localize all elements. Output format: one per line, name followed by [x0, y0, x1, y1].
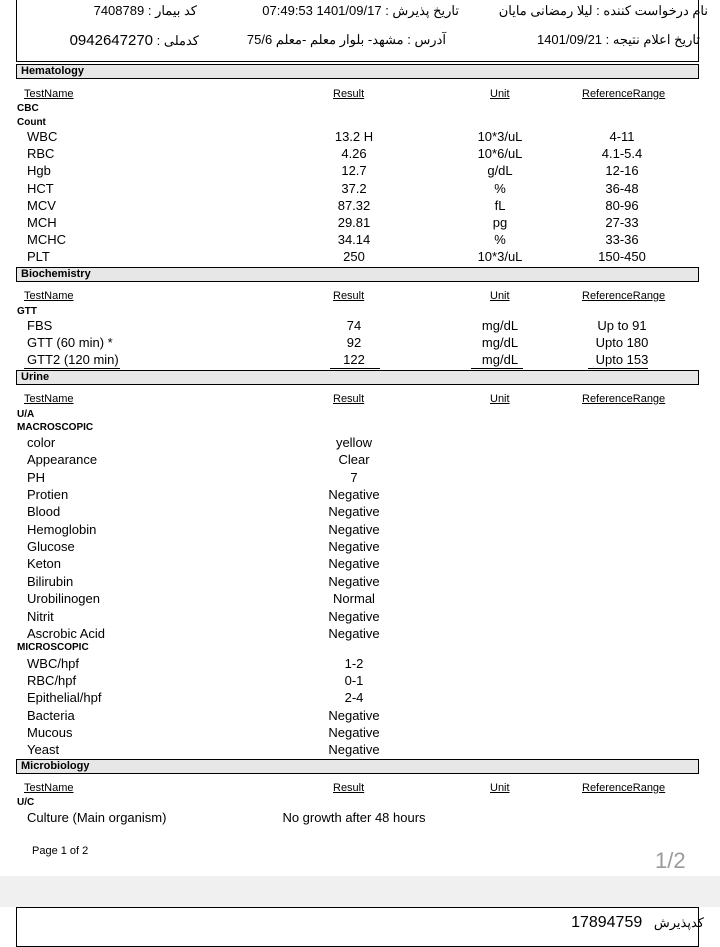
patient-code-field	[94, 3, 197, 19]
test-reference: 27-33	[605, 215, 639, 230]
test-result: 13.2 H	[334, 129, 374, 144]
table-row	[0, 626, 720, 643]
test-result: Negative	[328, 707, 380, 723]
page-number-label: Page 1 of 2	[32, 845, 89, 857]
test-name: Urobilinogen	[27, 591, 100, 607]
test-name: GTT (60 min) *	[27, 335, 113, 351]
test-name: RBC	[27, 146, 55, 162]
test-result: Negative	[328, 504, 380, 520]
group-count: Count	[17, 117, 46, 128]
test-result: 34.14	[337, 232, 371, 248]
table-row	[0, 352, 720, 369]
test-name: Hgb	[27, 163, 51, 179]
table-row	[0, 129, 720, 146]
col-testname: TestName	[24, 290, 74, 302]
test-unit: pg	[492, 215, 508, 230]
table-row	[0, 452, 720, 469]
test-name: Bilirubin	[27, 573, 74, 589]
test-reference: Up to 91	[597, 318, 647, 333]
test-name: WBC/hpf	[27, 656, 80, 671]
test-result: 250	[343, 249, 365, 265]
table-row	[0, 725, 720, 742]
result-date-label: تاریخ اعلام نتیجه :	[605, 32, 700, 47]
requester-label: نام درخواست کننده :	[596, 3, 708, 18]
table-row	[0, 810, 720, 827]
col-reference: ReferenceRange	[582, 290, 666, 302]
col-result: Result	[333, 88, 365, 100]
col-unit: Unit	[490, 88, 510, 100]
col-result: Result	[333, 290, 365, 302]
table-row	[0, 232, 720, 249]
section-microbiology: Microbiology	[16, 759, 699, 774]
test-result: 2-4	[344, 690, 364, 706]
table-row	[0, 574, 720, 591]
table-row	[0, 556, 720, 573]
table-row	[0, 656, 720, 673]
table-row	[0, 470, 720, 487]
test-result: 122	[343, 352, 365, 368]
test-result: Normal	[333, 591, 375, 607]
table-row	[0, 539, 720, 556]
test-name: Appearance	[27, 452, 98, 468]
test-name: WBC	[27, 129, 58, 144]
table-row	[0, 487, 720, 504]
test-result: 7	[350, 469, 358, 485]
page-gap	[0, 876, 720, 907]
table-row	[0, 742, 720, 759]
test-name: Blood	[27, 504, 61, 520]
section-hematology: Hematology	[16, 64, 699, 79]
test-result: Negative	[328, 608, 380, 624]
group-ua: U/A	[17, 409, 35, 420]
test-result: 37.2	[341, 180, 367, 196]
test-name: MCV	[27, 197, 56, 213]
table-row	[0, 690, 720, 707]
test-result: Negative	[328, 539, 380, 555]
test-unit: %	[494, 180, 506, 196]
result-date-value: 1401/09/21	[536, 32, 603, 47]
test-name: MCHC	[27, 232, 66, 248]
national-code-field	[70, 32, 199, 49]
admission-date-label: تاریخ پذیرش :	[385, 3, 459, 18]
test-name: color	[27, 435, 56, 450]
test-result: 74	[346, 318, 362, 333]
col-reference: ReferenceRange	[582, 88, 666, 100]
test-unit: fL	[494, 197, 506, 213]
test-name: PLT	[27, 249, 50, 265]
test-name: GTT2 (120 min)	[27, 352, 119, 368]
test-name: FBS	[27, 318, 53, 333]
table-row	[0, 198, 720, 215]
col-unit: Unit	[490, 393, 510, 405]
col-unit: Unit	[490, 782, 510, 794]
test-reference: 150-450	[598, 249, 646, 265]
test-unit: 10*3/uL	[477, 129, 523, 144]
test-name: Protien	[27, 487, 69, 503]
test-result: Negative	[328, 556, 380, 572]
test-result: yellow	[335, 435, 373, 450]
test-reference: Upto 153	[595, 352, 649, 368]
test-name: Culture (Main organism)	[27, 810, 167, 825]
test-reference: 36-48	[605, 180, 639, 196]
test-result: 87.32	[337, 197, 371, 213]
table-row	[0, 609, 720, 626]
table-row	[0, 591, 720, 608]
test-reference: Upto 180	[595, 335, 649, 351]
test-result: Negative	[328, 625, 380, 641]
col-testname: TestName	[24, 782, 74, 794]
test-reference: 80-96	[605, 197, 639, 213]
col-testname: TestName	[24, 88, 74, 100]
test-unit: mg/dL	[481, 318, 519, 333]
table-row	[0, 504, 720, 521]
col-result: Result	[333, 393, 365, 405]
address-field	[247, 32, 446, 48]
test-name: Glucose	[27, 539, 75, 555]
address-value: مشهد- بلوار معلم -معلم 75/6	[246, 32, 404, 47]
test-result: 29.81	[337, 215, 371, 230]
admission-code-field	[571, 914, 704, 932]
test-result: 12.7	[341, 163, 367, 179]
test-name: Keton	[27, 556, 61, 572]
group-gtt: GTT	[17, 306, 37, 317]
patient-code-value: 7408789	[93, 3, 145, 18]
result-date-field	[537, 32, 700, 48]
test-reference: 12-16	[605, 163, 639, 179]
admission-date-value: 07:49:53 1401/09/17	[262, 3, 382, 18]
table-row	[0, 522, 720, 539]
test-result: Negative	[328, 487, 380, 503]
test-name: Nitrit	[27, 608, 54, 624]
test-name: PH	[27, 469, 46, 485]
test-name: HCT	[27, 180, 54, 196]
test-reference: 33-36	[605, 232, 639, 248]
group-macroscopic: MACROSCOPIC	[17, 422, 94, 433]
test-name: Yeast	[27, 742, 60, 757]
test-result: Negative	[328, 724, 380, 740]
test-unit: 10*6/uL	[477, 146, 523, 162]
table-row	[0, 673, 720, 690]
test-name: RBC/hpf	[27, 673, 77, 689]
requester-field	[499, 3, 708, 19]
test-unit: g/dL	[487, 163, 513, 179]
col-testname: TestName	[24, 393, 74, 405]
patient-code-label: کد بیمار :	[147, 3, 197, 18]
test-result: No growth after 48 hours	[282, 810, 426, 825]
test-name: Bacteria	[27, 707, 75, 723]
test-result: Clear	[338, 452, 370, 468]
group-microscopic: MICROSCOPIC	[17, 642, 89, 653]
test-name: MCH	[27, 215, 57, 230]
group-uc: U/C	[17, 797, 35, 808]
table-row	[0, 249, 720, 266]
table-row	[0, 335, 720, 352]
table-row	[0, 181, 720, 198]
admission-code-label: کدپذیرش	[653, 915, 704, 930]
test-unit: mg/dL	[481, 352, 519, 368]
test-unit: 10*3/uL	[477, 249, 523, 265]
test-result: 0-1	[344, 673, 364, 689]
table-row	[0, 708, 720, 725]
test-result: 92	[346, 335, 362, 351]
group-cbc: CBC	[17, 103, 39, 114]
admission-date-field	[262, 3, 459, 19]
address-label: آدرس :	[407, 32, 446, 47]
table-row	[0, 318, 720, 335]
test-result: Negative	[328, 521, 380, 537]
national-code-label: کدملی :	[156, 33, 199, 48]
test-result: 1-2	[344, 656, 364, 671]
table-row	[0, 435, 720, 452]
test-name: Mucous	[27, 724, 73, 740]
col-reference: ReferenceRange	[582, 393, 666, 405]
test-unit: mg/dL	[481, 335, 519, 351]
col-reference: ReferenceRange	[582, 782, 666, 794]
test-result: Negative	[328, 742, 380, 757]
col-unit: Unit	[490, 290, 510, 302]
requester-value: لیلا رمضانی مایان	[498, 3, 593, 18]
test-name: Epithelial/hpf	[27, 690, 102, 706]
table-row	[0, 146, 720, 163]
test-unit: %	[494, 232, 506, 248]
test-name: Ascrobic Acid	[27, 625, 106, 641]
test-result: Negative	[328, 573, 380, 589]
col-result: Result	[333, 782, 365, 794]
section-urine: Urine	[16, 370, 699, 385]
test-result: 4.26	[341, 146, 367, 162]
table-row	[0, 215, 720, 232]
test-reference: 4.1-5.4	[601, 146, 643, 162]
test-reference: 4-11	[609, 129, 635, 144]
section-biochemistry: Biochemistry	[16, 267, 699, 282]
admission-code-value: 17894759	[571, 914, 643, 931]
viewer-page-indicator: 1/2	[655, 848, 686, 873]
test-name: Hemoglobin	[27, 521, 97, 537]
national-code-value: 0942647270	[69, 32, 154, 49]
table-row	[0, 163, 720, 180]
